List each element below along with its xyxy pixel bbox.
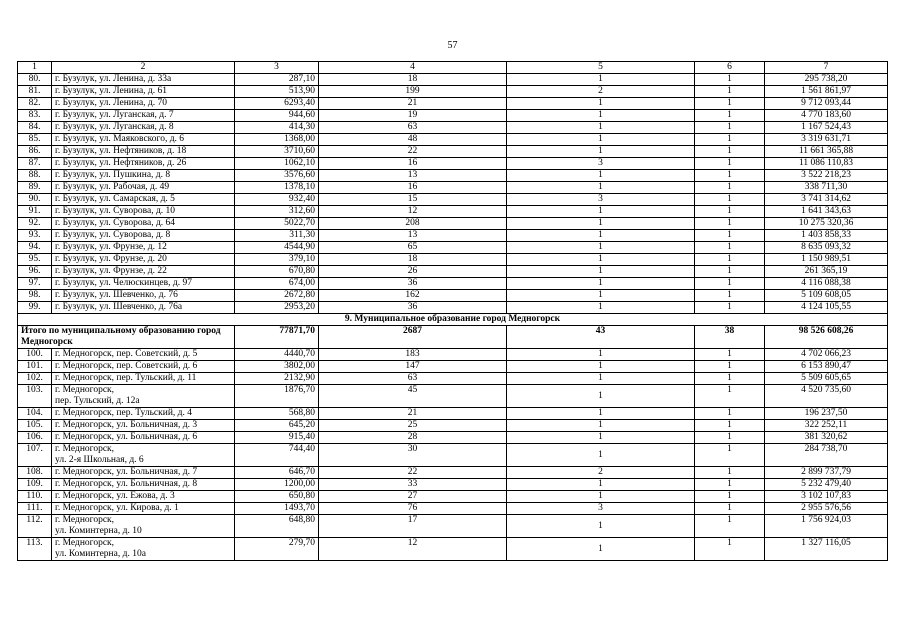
area-cell: 2672,80 [235,290,319,302]
sum-cell: 3 319 631,71 [765,134,888,146]
table-row [18,290,888,302]
column-5-cell: 3 [507,158,695,170]
sum-cell: 1 756 924,03 [765,515,888,538]
total-sum: 98 526 608,26 [765,326,888,349]
address-cell: г. Бузулук, ул. Ленина, д. 33а [52,74,235,86]
row-number: 104. [18,408,52,420]
address-cell: г. Бузулук, ул. Шевченко, д. 76а [52,302,235,314]
table-row [18,122,888,134]
residents-cell: 15 [319,194,507,206]
residents-cell: 13 [319,170,507,182]
column-5-cell: 1 [507,110,695,122]
residents-cell: 76 [319,503,507,515]
sum-cell: 11 661 365,88 [765,146,888,158]
column-5-cell: 1 [507,420,695,432]
table-row [18,170,888,182]
address-cell: г. Медногорск, пер. Тульский, д. 4 [52,408,235,420]
column-5-cell: 1 [507,242,695,254]
row-number: 109. [18,479,52,491]
sum-cell: 8 635 093,32 [765,242,888,254]
column-6-cell: 1 [695,479,765,491]
area-cell: 915,40 [235,432,319,444]
area-cell: 312,60 [235,206,319,218]
table-row [18,302,888,314]
area-cell: 944,60 [235,110,319,122]
residents-cell: 63 [319,122,507,134]
area-cell: 568,80 [235,408,319,420]
area-cell: 379,10 [235,254,319,266]
row-number: 105. [18,420,52,432]
sum-cell: 6 153 890,47 [765,361,888,373]
sum-cell: 4 124 105,55 [765,302,888,314]
address-cell: г. Бузулук, ул. Шевченко, д. 76 [52,290,235,302]
address-cell: г. Медногорск, ул. Больничная, д. 7 [52,467,235,479]
table-row [18,218,888,230]
total-area: 77871,70 [235,326,319,349]
row-number: 88. [18,170,52,182]
column-5-cell: 1 [507,515,695,538]
row-number: 83. [18,110,52,122]
column-6-cell: 1 [695,134,765,146]
area-cell: 1378,10 [235,182,319,194]
section-heading-row [18,314,888,326]
area-cell: 311,30 [235,230,319,242]
sum-cell: 261 365,19 [765,266,888,278]
column-6-cell: 1 [695,254,765,266]
column-6-cell: 1 [695,361,765,373]
area-cell: 646,70 [235,467,319,479]
row-number: 100. [18,349,52,361]
row-number: 80. [18,74,52,86]
column-5-cell: 2 [507,86,695,98]
table-row [18,182,888,194]
section-title: 9. Муниципальное образование город Медногорск [18,314,888,326]
sum-cell: 3 102 107,83 [765,491,888,503]
residents-cell: 21 [319,98,507,110]
residents-cell: 25 [319,420,507,432]
column-6-cell: 1 [695,420,765,432]
row-number: 82. [18,98,52,110]
table-row [18,74,888,86]
column-6-cell: 1 [695,146,765,158]
address-cell: г. Медногорск, пер. Советский, д. 6 [52,361,235,373]
column-number: 2 [52,62,235,74]
row-number: 99. [18,302,52,314]
total-label: Итого по муниципальному образованию город Медногорск [18,326,235,349]
area-cell: 932,40 [235,194,319,206]
sum-cell: 9 712 093,44 [765,98,888,110]
address-cell: г. Медногорск, пер. Тульский, д. 11 [52,373,235,385]
address-cell: г. Медногорск, ул. Больничная, д. 8 [52,479,235,491]
area-cell: 513,90 [235,86,319,98]
address-cell: г. Медногорск, ул. Кирова, д. 1 [52,503,235,515]
sum-cell: 4 520 735,60 [765,385,888,408]
column-6-cell: 1 [695,349,765,361]
address-cell: г. Бузулук, ул. Ленина, д. 61 [52,86,235,98]
row-number: 85. [18,134,52,146]
table-row [18,230,888,242]
address-cell: г. Медногорск, ул. 2-я Школьная, д. 6 [52,444,235,467]
residents-cell: 22 [319,146,507,158]
column-5-cell: 3 [507,503,695,515]
table-row [18,242,888,254]
column-5-cell: 1 [507,182,695,194]
table-row [18,266,888,278]
row-number: 112. [18,515,52,538]
residents-cell: 45 [319,385,507,408]
column-5-cell: 1 [507,373,695,385]
row-number: 87. [18,158,52,170]
column-5-cell: 1 [507,290,695,302]
address-cell: г. Бузулук, ул. Луганская, д. 7 [52,110,235,122]
address-cell: г. Бузулук, ул. Суворова, д. 8 [52,230,235,242]
row-number: 97. [18,278,52,290]
row-number: 81. [18,86,52,98]
sum-cell: 284 738,70 [765,444,888,467]
address-cell: г. Бузулук, ул. Самарская, д. 5 [52,194,235,206]
column-6-cell: 1 [695,373,765,385]
residents-cell: 199 [319,86,507,98]
address-cell: г. Бузулук, ул. Фрунзе, д. 20 [52,254,235,266]
table-row [18,194,888,206]
table-row [18,420,888,432]
sum-cell: 5 109 608,05 [765,290,888,302]
sum-cell: 4 116 088,38 [765,278,888,290]
area-cell: 287,10 [235,74,319,86]
row-number: 93. [18,230,52,242]
sum-cell: 1 150 989,51 [765,254,888,266]
table-row [18,134,888,146]
residents-cell: 17 [319,515,507,538]
sum-cell: 1 403 858,33 [765,230,888,242]
row-number: 98. [18,290,52,302]
table-row [18,110,888,122]
column-number: 4 [319,62,507,74]
column-6-cell: 1 [695,385,765,408]
row-number: 86. [18,146,52,158]
column-number: 3 [235,62,319,74]
address-cell: г. Бузулук, ул. Маяковского, д. 6 [52,134,235,146]
address-cell: г. Бузулук, ул. Ленина, д. 70 [52,98,235,110]
address-cell: г. Медногорск, пер. Советский, д. 5 [52,349,235,361]
area-cell: 1876,70 [235,385,319,408]
residents-cell: 16 [319,158,507,170]
row-number: 106. [18,432,52,444]
table-row [18,206,888,218]
residents-cell: 18 [319,74,507,86]
address-cell: г. Бузулук, ул. Луганская, д. 8 [52,122,235,134]
table-row [18,503,888,515]
address-cell: г. Бузулук, ул. Челюскинцев, д. 97 [52,278,235,290]
sum-cell: 1 561 861,97 [765,86,888,98]
column-5-cell: 1 [507,385,695,408]
area-cell: 5022,70 [235,218,319,230]
residents-cell: 12 [319,538,507,561]
column-number: 7 [765,62,888,74]
column-5-cell: 2 [507,467,695,479]
sum-cell: 2 899 737,79 [765,467,888,479]
table-row [18,444,888,467]
address-cell: г. Бузулук, ул. Пушкина, д. 8 [52,170,235,182]
address-cell: г. Медногорск, ул. Коминтерна, д. 10а [52,538,235,561]
area-cell: 650,80 [235,491,319,503]
residents-cell: 22 [319,467,507,479]
column-5-cell: 1 [507,122,695,134]
address-cell: г. Бузулук, ул. Фрунзе, д. 22 [52,266,235,278]
area-cell: 1368,00 [235,134,319,146]
residents-cell: 147 [319,361,507,373]
residents-cell: 48 [319,134,507,146]
column-5-cell: 1 [507,134,695,146]
table-row [18,373,888,385]
column-6-cell: 1 [695,194,765,206]
column-6-cell: 1 [695,182,765,194]
residents-cell: 183 [319,349,507,361]
address-cell: г. Медногорск, ул. Больничная, д. 6 [52,432,235,444]
residents-cell: 28 [319,432,507,444]
table-row [18,98,888,110]
sum-cell: 4 702 066,23 [765,349,888,361]
table-row [18,254,888,266]
row-number: 111. [18,503,52,515]
area-cell: 1062,10 [235,158,319,170]
sum-cell: 381 320,62 [765,432,888,444]
residents-cell: 13 [319,230,507,242]
column-6-cell: 1 [695,503,765,515]
column-5-cell: 1 [507,266,695,278]
area-cell: 2953,20 [235,302,319,314]
column-number-row [18,62,888,74]
sum-cell: 3 522 218,23 [765,170,888,182]
residents-cell: 36 [319,302,507,314]
row-number: 103. [18,385,52,408]
table-row [18,491,888,503]
row-number: 95. [18,254,52,266]
column-6-cell: 1 [695,122,765,134]
housing-register-table [17,61,888,561]
area-cell: 1493,70 [235,503,319,515]
residents-cell: 65 [319,242,507,254]
sum-cell: 11 086 110,83 [765,158,888,170]
address-cell: г. Бузулук, ул. Суворова, д. 10 [52,206,235,218]
column-6-cell: 1 [695,230,765,242]
residents-cell: 27 [319,491,507,503]
column-5-cell: 1 [507,444,695,467]
column-number: 6 [695,62,765,74]
address-cell: г. Медногорск, пер. Тульский, д. 12а [52,385,235,408]
residents-cell: 33 [319,479,507,491]
area-cell: 4440,70 [235,349,319,361]
column-6-cell: 1 [695,538,765,561]
residents-cell: 30 [319,444,507,467]
column-5-cell: 1 [507,408,695,420]
residents-cell: 12 [319,206,507,218]
total-residents: 2687 [319,326,507,349]
column-5-cell: 1 [507,538,695,561]
sum-cell: 3 741 314,62 [765,194,888,206]
residents-cell: 16 [319,182,507,194]
sum-cell: 1 641 343,63 [765,206,888,218]
table-row [18,408,888,420]
column-5-cell: 1 [507,302,695,314]
column-6-cell: 1 [695,266,765,278]
area-cell: 6293,40 [235,98,319,110]
column-5-cell: 1 [507,218,695,230]
column-5-cell: 1 [507,278,695,290]
area-cell: 3802,00 [235,361,319,373]
area-cell: 279,70 [235,538,319,561]
area-cell: 1200,00 [235,479,319,491]
address-cell: г. Медногорск, ул. Коминтерна, д. 10 [52,515,235,538]
residents-cell: 26 [319,266,507,278]
area-cell: 674,00 [235,278,319,290]
area-cell: 648,80 [235,515,319,538]
address-cell: г. Бузулук, ул. Суворова, д. 64 [52,218,235,230]
table-row [18,432,888,444]
column-6-cell: 1 [695,110,765,122]
column-6-cell: 1 [695,467,765,479]
row-number: 101. [18,361,52,373]
table-row [18,278,888,290]
area-cell: 3710,60 [235,146,319,158]
address-cell: г. Бузулук, ул. Фрунзе, д. 12 [52,242,235,254]
table-row [18,146,888,158]
row-number: 110. [18,491,52,503]
area-cell: 670,80 [235,266,319,278]
sum-cell: 196 237,50 [765,408,888,420]
column-6-cell: 1 [695,170,765,182]
row-number: 108. [18,467,52,479]
sum-cell: 1 167 524,43 [765,122,888,134]
area-cell: 4544,90 [235,242,319,254]
residents-cell: 208 [319,218,507,230]
area-cell: 645,20 [235,420,319,432]
column-5-cell: 1 [507,74,695,86]
column-5-cell: 1 [507,491,695,503]
sum-cell: 5 232 479,40 [765,479,888,491]
residents-cell: 21 [319,408,507,420]
row-number: 107. [18,444,52,467]
column-6-cell: 1 [695,290,765,302]
column-6-cell: 1 [695,86,765,98]
table-row [18,479,888,491]
sum-cell: 338 711,30 [765,182,888,194]
column-6-cell: 1 [695,408,765,420]
column-5-cell: 1 [507,230,695,242]
residents-cell: 19 [319,110,507,122]
table-row [18,467,888,479]
table-row [18,158,888,170]
sum-cell: 2 955 576,56 [765,503,888,515]
row-number: 113. [18,538,52,561]
column-5-cell: 3 [507,194,695,206]
column-6-cell: 1 [695,242,765,254]
row-number: 94. [18,242,52,254]
column-6-cell: 1 [695,158,765,170]
residents-cell: 162 [319,290,507,302]
row-number: 90. [18,194,52,206]
address-cell: г. Медногорск, ул. Больничная, д. 3 [52,420,235,432]
column-5-cell: 1 [507,170,695,182]
row-number: 89. [18,182,52,194]
column-number: 5 [507,62,695,74]
residents-cell: 36 [319,278,507,290]
page-number: 57 [447,40,458,51]
residents-cell: 18 [319,254,507,266]
row-number: 102. [18,373,52,385]
table-row [18,538,888,561]
sum-cell: 295 738,20 [765,74,888,86]
row-number: 92. [18,218,52,230]
address-cell: г. Бузулук, ул. Рабочая, д. 49 [52,182,235,194]
area-cell: 3576,60 [235,170,319,182]
table-row [18,86,888,98]
address-cell: г. Медногорск, ул. Ежова, д. 3 [52,491,235,503]
column-6-cell: 1 [695,98,765,110]
column-5-cell: 1 [507,206,695,218]
column-number: 1 [18,62,52,74]
column-6-cell: 1 [695,74,765,86]
residents-cell: 63 [319,373,507,385]
area-cell: 744,40 [235,444,319,467]
address-cell: г. Бузулук, ул. Нефтяников, д. 18 [52,146,235,158]
sum-cell: 10 275 320,36 [765,218,888,230]
total-column-5: 43 [507,326,695,349]
total-column-6: 38 [695,326,765,349]
sum-cell: 4 770 183,60 [765,110,888,122]
table-row [18,385,888,408]
column-5-cell: 1 [507,361,695,373]
total-row [18,326,888,349]
row-number: 96. [18,266,52,278]
table-row [18,515,888,538]
sum-cell: 322 252,11 [765,420,888,432]
area-cell: 2132,90 [235,373,319,385]
column-5-cell: 1 [507,98,695,110]
address-cell: г. Бузулук, ул. Нефтяников, д. 26 [52,158,235,170]
column-6-cell: 1 [695,491,765,503]
column-6-cell: 1 [695,278,765,290]
table-row [18,361,888,373]
column-6-cell: 1 [695,218,765,230]
column-6-cell: 1 [695,206,765,218]
column-6-cell: 1 [695,515,765,538]
row-number: 91. [18,206,52,218]
sum-cell: 1 327 116,05 [765,538,888,561]
column-5-cell: 1 [507,254,695,266]
column-5-cell: 1 [507,349,695,361]
row-number: 84. [18,122,52,134]
column-5-cell: 1 [507,146,695,158]
table-row [18,349,888,361]
sum-cell: 5 509 605,65 [765,373,888,385]
column-6-cell: 1 [695,444,765,467]
column-5-cell: 1 [507,432,695,444]
column-6-cell: 1 [695,302,765,314]
column-5-cell: 1 [507,479,695,491]
area-cell: 414,30 [235,122,319,134]
column-6-cell: 1 [695,432,765,444]
